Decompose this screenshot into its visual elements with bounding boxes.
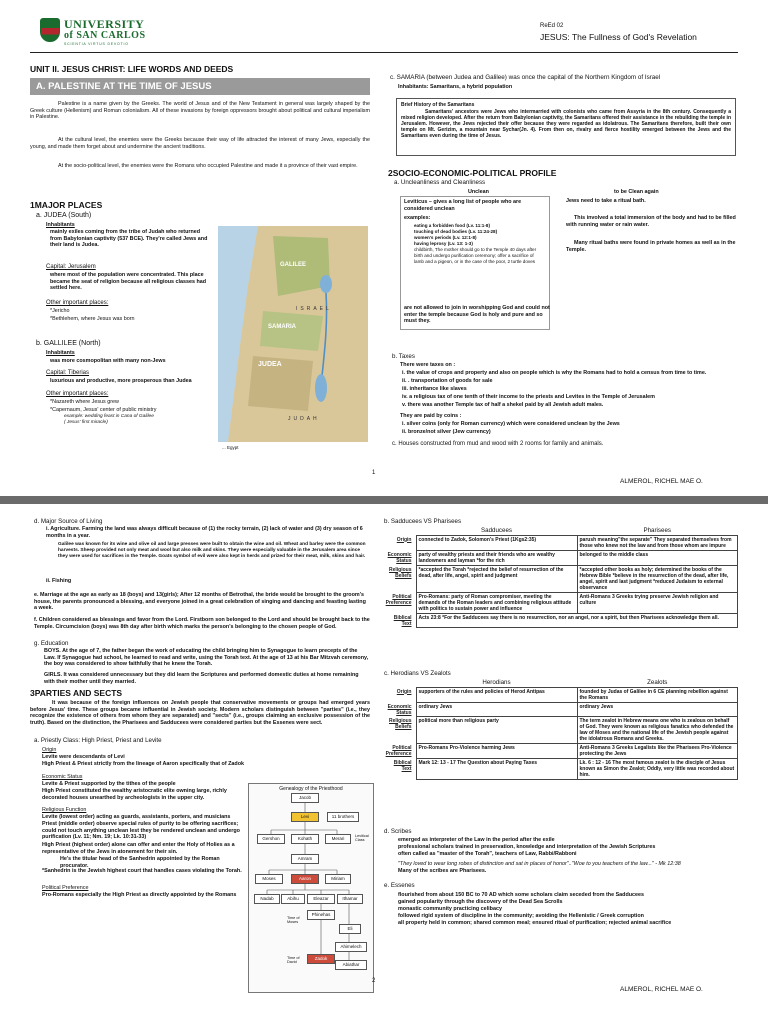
judea-other-label: Other important places: [46, 300, 109, 306]
sadducees-cell: connected to Zadok, Solomon's Priest (1Kgs2:35) [416, 536, 577, 551]
genealogy-diagram [248, 783, 374, 993]
sadducees-pharisees-table [382, 528, 738, 628]
label-time-david: Time of David [287, 956, 300, 964]
zealots-cell: Lk. 6 : 12 - 16 The most famous zealot is the disciple of Jesus known as Simon the Zealot; Oddly, very little was recorded about him. [577, 759, 738, 780]
university-motto: SCIENTIA VIRTUS DEVOTIO [64, 42, 129, 46]
marriage-item: e. Marriage at the age as early as 18 (boys) and 13(girls); After 12 months of Betrothal, the bride would be brought to the groom's house, the parents pronounced a blessing, and everyone joined in a great celebration of singing and dancing and feasting lasting a week. [34, 592, 366, 612]
pharisees-cell: Anti-Romans 3 Greeks trying preserve Jewish religion and culture [577, 593, 738, 614]
course-code: ReEd 02 [540, 23, 564, 29]
clean-again-header: to be Clean again [614, 189, 659, 195]
row-label: Origin [396, 688, 412, 695]
header-divider [30, 52, 738, 53]
agriculture-details: Galilee was known for its wine and olive oil and large presses were built to obtain the wine and oil. Wheat and barley were the common harvests. Sheep provided not only meat and wool but also milk and skins. They were especially valuable in the Jerusalem area since they were used for sacrifices in the Temple. Goats symbol of evil were also kept in herds and prized for their meat, milk, skins and hair. [58, 542, 366, 559]
clean-step-3: Many ritual baths were found in private homes as well as in the Temple. [566, 240, 736, 253]
judea-other-1: *Jericho [50, 308, 70, 314]
priestly-origin-2: High Priest & Priest strictly from the lineage of Aaron specifically that of Zadok [42, 761, 244, 767]
page-number-1: 1 [372, 470, 376, 476]
col-pharisees: Pharisees [643, 527, 671, 534]
row-label: Political Preference [385, 744, 412, 757]
essenes-line-5: all property held in common; shared common meal; ensured ritual of purification; rejected animal sacrifice [398, 920, 672, 926]
galilee-capital-label: Capital: Tiberias [46, 370, 90, 376]
node-aaron: Aaron [291, 874, 319, 884]
node-moses: Moses [255, 874, 283, 884]
node-ahimelech: Ahimelech [335, 942, 367, 952]
table-row [382, 688, 738, 703]
parties-heading: 3PARTIES AND SECTS [30, 688, 123, 698]
author-footer-2: ALMEROL, RICHEL MAE O. [620, 986, 703, 993]
coins-intro: They are paid by coins : [400, 413, 462, 419]
university-name [64, 18, 146, 42]
unclean-not-allowed: are not allowed to join in worshipping God and could not enter the temple because God is holy and pure and so must they. [404, 305, 550, 325]
scribes-line-3: often called as "master of the Torah", teachers of Law, Rabbi/Rabboni [398, 851, 577, 857]
priestly-pol: Pro-Romans especially the High Priest as directly appointed by the Romans [42, 892, 237, 898]
coin-2: ii. bronze/not silver (Jew currency) [402, 429, 491, 435]
agriculture-item: i. Agriculture. Farming the land was always difficult because of (1) the rocky terrain, (2) lack of water and (3) dry season of 6 months in a year. [46, 526, 363, 539]
row-label: Political Preference [385, 593, 412, 606]
document-page-2 [0, 504, 768, 1024]
row-label: Origin [396, 536, 412, 543]
galilee-capital: luxurious and productive, more prosperous than Judea [50, 378, 192, 384]
node-gershon: Gershon [257, 834, 285, 844]
herodians-cell: Pro-Romans Pro-Violence harming Jews [416, 744, 577, 759]
scribes-line-5: Many of the scribes are Pharisees. [398, 868, 487, 874]
university-line2: of SAN CARLOS [64, 30, 146, 41]
sadducees-pharisees-title: b. Sadducees VS Pharisees [384, 518, 462, 525]
table-row [382, 759, 738, 780]
unclean-example-5: childbirth, The mother should go to the Temple 40 days after birth and undergo purification ceremony; offer a sacrifice of lamb and a pigeon, or in the case of the poor, 2 turtle doves [414, 247, 537, 264]
document-page-1 [0, 0, 768, 496]
map-label-samaria: SAMARIA [268, 324, 296, 330]
label-levitical: Levitical Class [355, 834, 369, 842]
row-label: Economic Status [387, 551, 412, 564]
essenes-title: e. Essenes [384, 882, 415, 889]
node-phinehas: Phinehas [307, 910, 335, 920]
priestly-rel-4: He's the titular head of the Sanhedrin appointed by the Roman procurator. [60, 856, 220, 869]
node-levi: Levi [291, 812, 319, 822]
scribes-line-2: professional scholars trained in preservation, knowledge and interpretation of the Jewish Scriptures [398, 844, 656, 850]
node-zadok: Zadok [307, 954, 335, 964]
galilee-other-3: example: wedding feast in Cana of Galilee [64, 414, 154, 419]
unclean-example-3: women's periods (Lv. 12:1-8) [414, 235, 477, 240]
map-label-judea: JUDEA [258, 361, 282, 368]
taxes-intro: There were taxes on : [400, 362, 456, 368]
judea-inhabitants-label: Inhabitants [46, 222, 75, 228]
section-a-banner: A. PALESTINE AT THE TIME OF JESUS [30, 78, 370, 95]
tax-item-5: v. there was another Temple tax of half a shekel paid by all Jewish adult males. [402, 402, 604, 408]
pharisees-cell: parush meaning"the separate" They separated themselves from those who knew not the law and from those whom are impure [577, 536, 738, 551]
zealots-cell: Anti-Romans 3 Greeks Legalists like the Pharisees Pro-Violence protecting the Jews [577, 744, 738, 759]
priestly-origin-label: Origin [42, 747, 57, 753]
intro-paragraph-1: Palestine is a name given by the Greeks. The world of Jesus and of the New Testament in general was largely shaped by the Greek culture (Hellenism) and Roman colonialism. All of these invasions by foreign oppressors brought about political and cultural imperialism in Palestine. [30, 101, 370, 121]
table-row [382, 614, 738, 628]
priestly-econ-2: High Priest constituted the wealthy aristocratic elite owning large, richly decorated houses unearthed by archeologists in the upper city. [42, 788, 227, 801]
university-line1: UNIVERSITY [64, 17, 145, 31]
node-abihu: Abihu [281, 894, 305, 904]
galilee-other-1: *Nazareth where Jesus grew [50, 399, 119, 405]
intro-paragraph-3: At the socio-political level, the enemies were the Romans who occupied Palestine and made it a province of their vast empire. [58, 163, 358, 169]
node-miriam: Miriam [325, 874, 351, 884]
course-title: JESUS: The Fullness of God's Revelation [540, 32, 697, 42]
major-places-heading: 1MAJOR PLACES [30, 200, 103, 210]
essenes-line-2: gained popularity through the discovery of the Dead Sea Scrolls [398, 899, 563, 905]
map-label-egypt: ... Egypt [222, 445, 239, 450]
coin-1: i. silver coins (only for Roman currency) which were considered unclean by the Jews [402, 421, 620, 427]
row-label: Religious Beliefs [388, 566, 412, 579]
row-label: Biblical Text [393, 614, 412, 627]
col-sadducees: Sadducees [481, 527, 512, 534]
node-eli: Eli [339, 924, 361, 934]
houses-item: c. Houses constructed from mud and wood with 2 rooms for family and animals. [392, 441, 604, 447]
unclean-example-2: touching of dead bodies (Lv. 11:24-28) [414, 229, 498, 234]
herodians-cell: political more than religious party [416, 717, 577, 744]
intro-paragraph-2: At the cultural level, the enemies were the Greeks because their way of life attracted the interest of many Jews, especially the young, and made them forget about and undermine the ancient traditions. [30, 137, 370, 150]
herodians-zealots-table [382, 680, 738, 780]
scribes-line-4: "They loved to wear long robes of distinction and sat in places of honor".."Woe to you teachers of the law..." - Mk 12:38 [398, 861, 681, 867]
tax-item-1: i. the value of crops and property and also on people which is why the Romans had to hold a census from time to time. [402, 370, 707, 376]
galilee-other-label: Other important places: [46, 391, 109, 397]
scribes-line-1: emerged as interpreter of the Law in the period after the exile [398, 837, 555, 843]
judea-other-2: *Bethlehem, where Jesus was born [50, 316, 135, 322]
priestly-econ-label: Economic Status [42, 774, 83, 780]
table-row [382, 593, 738, 614]
map-label-israel: ISRAEL [296, 306, 332, 312]
map-label-galilee: GALILEE [280, 262, 307, 268]
samaritans-box-title: Brief History of the Samaritans [401, 102, 475, 108]
row-label: Economic Status [387, 703, 412, 716]
tax-item-3: iii. inheritance like slaves [402, 386, 467, 392]
herodians-cell: supporters of the rules and policies of Herod Antipas [416, 688, 577, 703]
taxes-title: b. Taxes [392, 353, 415, 360]
zealots-cell: founded by Judas of Galilee in 6 CE planning rebellion against the Romans [577, 688, 738, 703]
node-ithamar: Ithamar [337, 894, 363, 904]
essenes-line-4: followed rigid system of discipline in the community; avoiding the Hellenistic / Greek corruption [398, 913, 644, 919]
galilee-inhabitants-label: Inhabitants [46, 350, 75, 356]
page-number-2: 2 [372, 978, 376, 984]
fishing-item: ii. Fishing [46, 578, 72, 584]
tax-item-2: ii. . transportation of goods for sale [402, 378, 493, 384]
clean-step-1: Jews need to take a ritual bath. [566, 198, 646, 204]
sadducees-cell: party of wealthy priests and their friends who are wealthy landowners and layman *for the rich [416, 551, 577, 566]
samaritans-box-text: Samaritans' ancestors were Jews who intermarried with colonists who came from Assyria in the 8th century. Consequently a mixed religion developed. After the return from Babylonian captivity, the Samaritans offered their assistance in the rebuilding the temple in Jerusalem. However, the Jews rejected their offer because they were regarded as idolatrous. The Samaritans therefore, built their own temple on Mt. Gerizim, a mountain near Sychar(Jn. 4). From then on, rivalry and fierce hostility emerged between the Jews and the Samaritans even during the time of Jesus. [401, 108, 731, 139]
author-footer-1: ALMEROL, RICHEL MAE O. [620, 478, 703, 485]
education-boys: BOYS. At the age of 7, the father began the work of educating the child bringing him to Synagogue to learn precepts of the Law. If Synagogue had school, he learned to read and write, using the Torah text. At the age of 13 at his Bar Mitzvah ceremony, the boy was considered to show faithfully that he knew the Torah. [44, 648, 369, 668]
node-merari: Merari [325, 834, 351, 844]
table-row [382, 566, 738, 593]
priestly-pol-label: Political Preference [42, 885, 89, 891]
table-row [382, 717, 738, 744]
herodians-cell: ordinary Jews [416, 703, 577, 717]
map-graphic [218, 226, 368, 442]
essenes-line-1: flourished from about 150 BC to 70 AD which some scholars claim seceded from the Sadducees [398, 892, 645, 898]
tax-item-4: iv. a religious tax of one tenth of their income to the priests and Levites in the Temple of Jerusalem [402, 394, 655, 400]
col-zealots: Zealots [647, 679, 668, 686]
col-herodians: Herodians [482, 679, 511, 686]
samaritans-history-box [396, 98, 736, 156]
node-amram: Amram [291, 854, 319, 864]
row-label: Religious Beliefs [388, 717, 412, 730]
examples-label: examples: [404, 215, 431, 221]
scribes-title: d. Scribes [384, 828, 412, 835]
unclean-example-1: eating a forbidden food (Lv. 11:1-8) [414, 223, 490, 228]
sadducees-cell: *accepted the Torah *rejected the belief of resurrection of the dead, after life, angel, spirit and judgment [416, 566, 577, 593]
sadducees-cell: Pro-Romans: party of Roman compromiser, meeting the demands of the Roman leaders and combining religious attitude with politics to sustain power and influence [416, 593, 577, 614]
uncleanliness-title: a. Uncleanliness and Cleanliness [394, 179, 486, 186]
judea-capital: where most of the population were concentrated. This place became the seat of religion because all religious classes had settled here. [50, 272, 207, 292]
priestly-rel-label: Religious Function [42, 807, 87, 813]
node-brothers: 11 brothers [327, 812, 359, 822]
table-row [382, 551, 738, 566]
table-row [382, 744, 738, 759]
clean-step-2: This involved a total immersion of the body and had to be filled with running water or rain water. [566, 215, 736, 228]
galilee-other-2: *Capernaum, Jesus' center of public ministry [50, 407, 157, 413]
row-label: Biblical Text [393, 759, 412, 772]
map-label-judah: JUDAH [288, 416, 320, 422]
herodians-zealots-title: c. Herodians VS Zealots [384, 670, 451, 677]
pharisees-cell: *accepted other books as holy; determined the books of the Hebrew Bible *believe in the resurrection of the dead, after life, angel, spirit and last judgment *reduced Judaism to external observance [577, 566, 738, 593]
node-eleazar: Eleazar [307, 894, 335, 904]
sadducees-cell: Acts 23:8 *For the Sadducees say there is no resurrection, nor an angel, nor a spirit, but then Pharisees acknowledge them all. [416, 614, 738, 628]
judea-inhabitants: mainly exiles coming from the tribe of Judah who returned from Babylonian captivity (537 BCE). They're called Jews and their land is Judea. [50, 229, 208, 249]
samaria-inhabitants: Inhabitants: Samaritans, a hybrid population [398, 84, 513, 90]
label-time-moses: Time of Moses [287, 916, 300, 924]
node-kohath: Kohath [291, 834, 319, 844]
education-girls: GIRLS. It was considered unnecessary but they did learn the Scriptures and performed domestic duties at home remaining with their mother until they married. [44, 672, 359, 685]
table-row [382, 536, 738, 551]
education-title: g. Education [34, 640, 69, 647]
galilee-title: b. GALLILEE (North) [36, 340, 101, 347]
page-gap [0, 496, 768, 504]
zealots-cell: ordinary Jews [577, 703, 738, 717]
table-row [382, 703, 738, 717]
samaria-title: c. SAMARIA (between Judea and Galilee) was once the capital of the Northern Kingdom of Israel [390, 74, 661, 81]
priestly-rel-1: Levite (lowest order) acting as guards, assistants, porters, and musicians [42, 814, 231, 820]
palestine-map [218, 226, 368, 442]
priestly-rel-2: Priest (middle order) observe special rules of purity to be offering sacrifices; could not touch anything unclean lest they be rendered unclean and undergo purification (Lv. 11; Nm. 19; Lk. 10:31-33) [42, 821, 240, 841]
university-seal-icon [40, 18, 60, 42]
priestly-origin-1: Levite were descendants of Levi [42, 754, 125, 760]
priestly-title: a. Priestly Class: High Priest, Priest and Levite [34, 737, 162, 744]
zealots-cell: The term zealot in Hebrew means one who is zealous on behalf of God. They were known as religious fanatics who defended the law of Moses and the national life of the Jewish people against the idolatrous Romans and Greeks. [577, 717, 738, 744]
node-nadab: Nadab [254, 894, 280, 904]
genealogy-title: Genealogy of the Priesthood [279, 786, 343, 792]
judea-title: a. JUDEA (South) [36, 212, 92, 219]
parties-intro: It was because of the foreign influences on Jewish people that conservative movements or groups had emerged years before Jesus' time. These groups became influential in Jewish society. Modern scholars distinguish between "parties" (i.e., they recognize the existence of others from whom they are separated) and "sects" (i.e., groups claiming an exclusive possession of the truth). Based on the distinction, the Pharisees and Sadducees were considered parties but the Essenes were sect. [30, 700, 370, 726]
galilee-inhabitants: was more cosmopolitan with many non-Jews [50, 358, 166, 364]
unclean-intro: Leviticus – gives a long list of people who are considered unclean [404, 199, 522, 212]
priestly-rel-3: High Priest (highest order) alone can offer and enter the Holy of Holies as a representative of the Jews in atonement for their sin. [42, 842, 235, 855]
unclean-header: Unclean [468, 189, 489, 195]
galilee-other-4: ( Jesus' first miracle) [64, 420, 108, 425]
children-item: f. Children considered as blessings and favor from the Lord. Firstborn son belonged to the Lord and should be brought back to the Temple. Circumcision (boys) was 8th day after birth which marks the person's belonging to the chosen people of God. [34, 617, 370, 630]
unit-title: UNIT II. JESUS CHRIST: LIFE WORDS AND DEEDS [30, 64, 234, 74]
sanhedrin-note: *Sanhedrin is the Jewish highest court that handles cases violating the Torah. [42, 868, 242, 874]
priestly-econ-1: Levite & Priest supported by the tithes of the people [42, 781, 176, 787]
herodians-cell: Mark 12: 13 - 17 The Question about Paying Taxes [416, 759, 577, 780]
pharisees-cell: belonged to the middle class [577, 551, 738, 566]
unclean-example-4: having leprosy (Lv. 13: 1-3) [414, 241, 473, 246]
judea-capital-label: Capital: Jerusalem [46, 264, 96, 270]
node-abiathar: Abiathar [335, 960, 367, 970]
essenes-line-3: monastic community practicing celibacy [398, 906, 502, 912]
socio-profile-heading: 2SOCIO-ECONOMIC-POLITICAL PROFILE [388, 168, 557, 178]
livelihood-title: d. Major Source of Living [34, 518, 103, 525]
node-jacob: Jacob [291, 793, 319, 803]
